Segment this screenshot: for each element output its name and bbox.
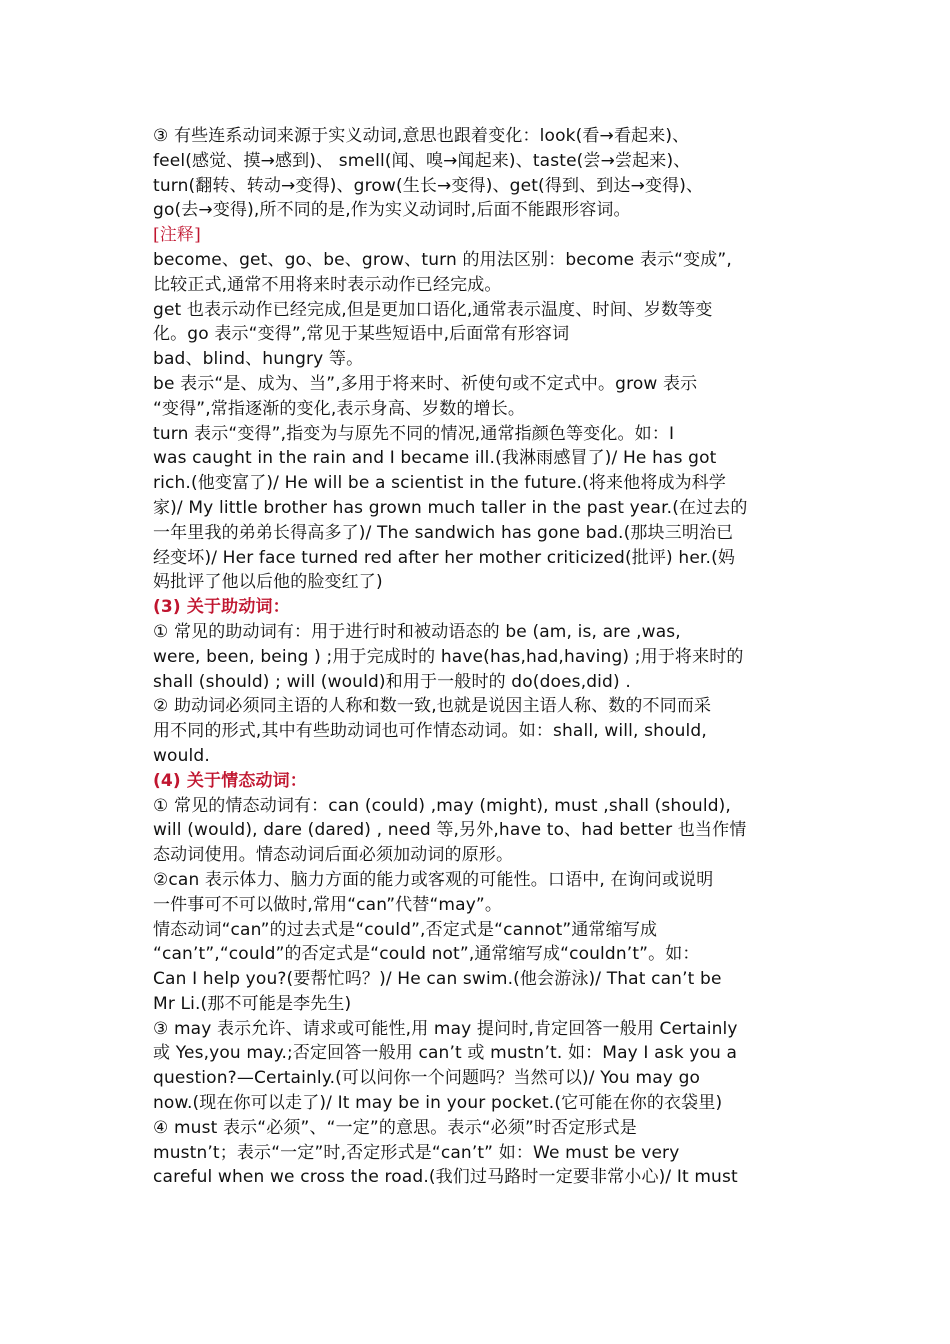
document-body [153,124,799,1190]
text-line: 一件事可不可以做时,常用“can”代替“may”。 [153,894,503,915]
text-line: 或 Yes,you may.;否定回答一般用 can’t 或 mustn’t. 如：May I ask you a [153,1043,738,1064]
text-line: go(去→变得),所不同的是,作为实义动词时,后面不能跟形容词。 [153,200,631,221]
text-line: shall (should) ; will (would)和用于一般时的 do(does,did) . [153,671,631,692]
text-line: 化。go 表示“变得”,常见于某些短语中,后面常有形容词 [153,324,570,345]
text-line: “can’t”,“could”的否定式是“could not”,通常缩写成“couldn’t”。如： [153,944,700,965]
text-line: bad、blind、hungry 等。 [153,349,364,370]
text-line: 妈批评了他以后他的脸变红了) [153,572,383,593]
text-line: ④ must 表示“必须”、“一定”的意思。表示“必须”时否定形式是 [153,1117,637,1138]
text-line: get 也表示动作已经完成,但是更加口语化,通常表示温度、时间、岁数等变 [153,299,713,320]
text-line: now.(现在你可以走了)/ It may be in your pocket.(它可能在你的衣袋里) [153,1093,723,1114]
text-line: will (would), dare (dared) , need 等,另外,have to、had better 也当作情 [153,820,747,841]
note-label: [注释] [153,225,201,246]
text-line: 家)/ My little brother has grown much taller in the past year.(在过去的 [153,497,748,518]
text-line: ① 常见的情态动词有：can (could) ,may (might), must ,shall (should), [153,795,731,816]
text-line: “变得”,常指逐渐的变化,表示身高、岁数的增长。 [153,398,526,419]
text-line: ③ may 表示允许、请求或可能性,用 may 提问时,肯定回答一般用 Certainly [153,1018,738,1039]
text-line: question?—Certainly.(可以问你一个问题吗？当然可以)/ You may go [153,1068,701,1089]
text-line: would. [153,745,210,766]
text-line: ②can 表示体力、脑力方面的能力或客观的可能性。口语中, 在询问或说明 [153,869,714,890]
text-line: Mr Li.(那不可能是李先生) [153,993,352,1014]
text-line: be 表示“是、成为、当”,多用于将来时、祈使句或不定式中。grow 表示 [153,373,698,394]
text-line: 比较正式,通常不用将来时表示动作已经完成。 [153,274,502,295]
text-line: 态动词使用。情态动词后面必须加动词的原形。 [153,845,514,866]
text-line: careful when we cross the road.(我们过马路时一定要非常小心)/ It must [153,1167,738,1188]
text-line: 一年里我的弟弟长得高多了)/ The sandwich has gone bad.(那块三明治已 [153,522,734,543]
text-line: 经变坏)/ Her face turned red after her mother criticized(批评) her.(妈 [153,547,735,568]
text-line: turn 表示“变得”,指变为与原先不同的情况,通常指颜色等变化。如：I [153,423,675,444]
section-heading: (3) 关于助动词： [153,597,290,618]
text-line: turn(翻转、转动→变得)、grow(生长→变得)、get(得到、到达→变得)、 [153,175,704,196]
text-line: 用不同的形式,其中有些助动词也可作情态动词。如：shall, will, should, [153,721,707,742]
text-line: was caught in the rain and I became ill.(我淋雨感冒了)/ He has got [153,448,717,469]
text-line: 情态动词“can”的过去式是“could”,否定式是“cannot”通常缩写成 [153,919,658,940]
text-line: become、get、go、be、grow、turn 的用法区别：become 表示“变成”, [153,249,732,270]
text-line: ③ 有些连系动词来源于实义动词,意思也跟着变化：look(看→看起来)、 [153,126,690,146]
section-heading: (4) 关于情态动词： [153,770,307,791]
text-line: feel(感觉、摸→感到)、 smell(闻、嗅→闻起来)、taste(尝→尝起来)、 [153,150,691,171]
text-line: ① 常见的助动词有：用于进行时和被动语态的 be (am, is, are ,was, [153,621,681,642]
text-line: Can I help you?(要帮忙吗？)/ He can swim.(他会游泳)/ That can’t be [153,969,722,990]
text-line: rich.(他变富了)/ He will be a scientist in the future.(将来他将成为科学 [153,473,727,494]
text-line: were, been, being ) ;用于完成时的 have(has,had,having) ;用于将来时的 [153,646,744,667]
text-line: mustn’t；表示“一定”时,否定形式是“can’t” 如：We must be very [153,1142,680,1163]
text-line: ② 助动词必须同主语的人称和数一致,也就是说因主语人称、数的不同而采 [153,696,712,717]
